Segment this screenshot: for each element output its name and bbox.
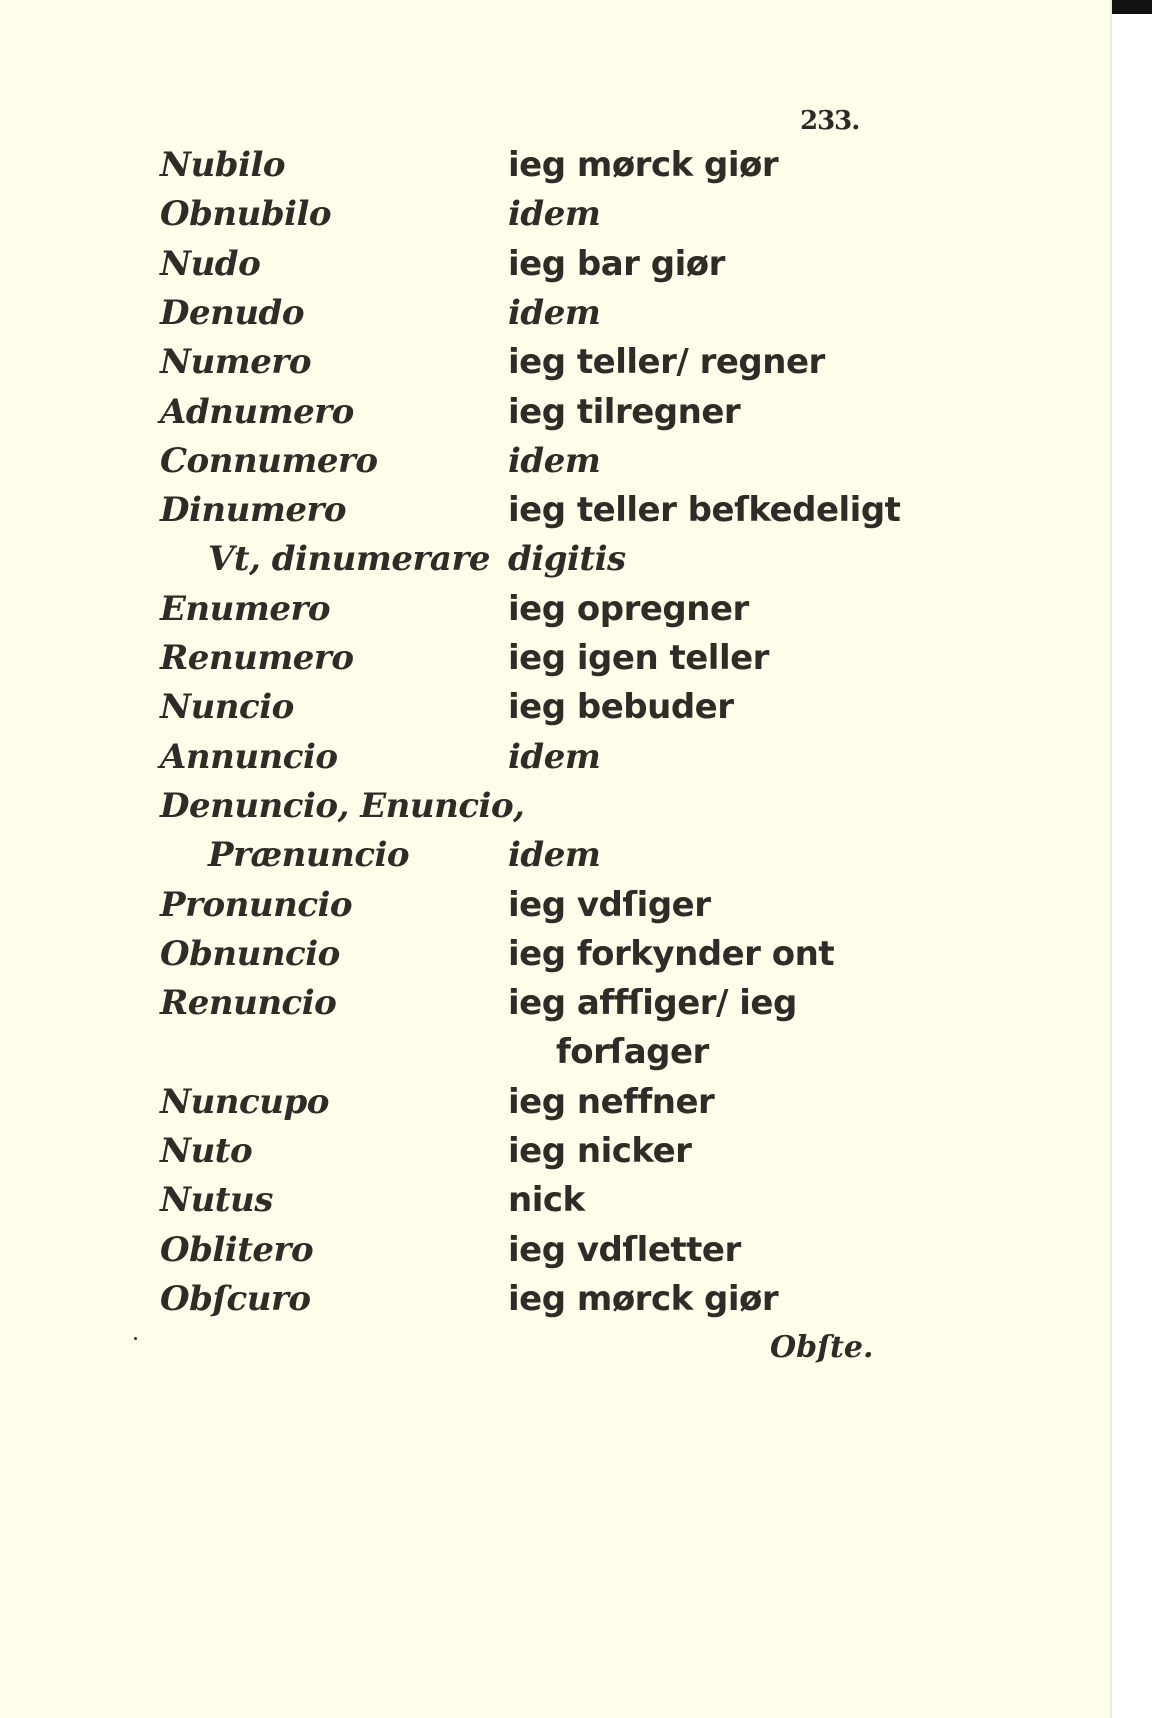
scan-margin <box>1112 0 1152 1718</box>
danish-gloss: ieg igen teller <box>508 638 769 678</box>
latin-headword: Renuncio <box>160 983 337 1024</box>
entry-row <box>0 487 1112 536</box>
danish-gloss: ieg opregner <box>508 588 749 629</box>
latin-headword: Adnumero <box>160 391 354 432</box>
danish-gloss: ieg forkynder ont <box>508 933 835 974</box>
danish-gloss: ieg bar giør <box>508 243 725 284</box>
entry-row <box>0 980 1112 1029</box>
danish-gloss: ieg neffner <box>508 1081 715 1122</box>
catchword: Obſte. <box>770 1330 874 1365</box>
danish-gloss: ieg teller/ regner <box>508 342 825 383</box>
latin-headword: Connumero <box>160 440 378 481</box>
latin-headword: Prænuncio <box>208 835 410 876</box>
entry-row <box>0 1227 1112 1276</box>
entry-row <box>0 586 1112 635</box>
entry-row <box>0 290 1112 339</box>
latin-headword: Nubilo <box>160 145 286 185</box>
latin-headword: Oblitero <box>160 1229 314 1270</box>
entry-row <box>0 882 1112 931</box>
danish-gloss: ieg affſiger/ ieg <box>508 983 797 1024</box>
entry-row <box>0 1079 1112 1128</box>
latin-headword: Annuncio <box>160 736 338 777</box>
danish-gloss: ieg nicker <box>508 1131 692 1171</box>
entry-row <box>0 931 1112 980</box>
entry-row <box>0 536 1112 585</box>
entry-row <box>0 142 1112 191</box>
page-number: 233. <box>800 106 860 136</box>
latin-headword: Nuncio <box>160 687 294 728</box>
entry-row <box>0 832 1112 881</box>
danish-gloss: forſager <box>556 1032 709 1073</box>
danish-gloss: ieg tilregner <box>508 391 741 432</box>
entry-row <box>0 783 1112 832</box>
entry-row <box>0 438 1112 487</box>
latin-headword: Nuncupo <box>160 1081 329 1122</box>
entry-row <box>0 734 1112 783</box>
entry-row <box>0 635 1112 684</box>
danish-gloss: idem <box>508 194 601 235</box>
entry-row <box>0 1029 1112 1078</box>
latin-headword: Nuto <box>160 1131 253 1171</box>
latin-headword: Enumero <box>160 588 331 629</box>
danish-gloss: idem <box>508 440 601 481</box>
latin-headword: Pronuncio <box>160 884 353 925</box>
entry-row <box>0 389 1112 438</box>
ink-speck <box>134 1337 137 1340</box>
entry-row <box>0 241 1112 290</box>
entry-row <box>0 1177 1112 1226</box>
danish-gloss: idem <box>508 292 601 333</box>
latin-headword: Nudo <box>160 243 261 284</box>
latin-headword: Denuncio, Enuncio, <box>160 785 525 826</box>
entry-row <box>0 191 1112 240</box>
danish-gloss: ieg teller beſkedeligt <box>508 490 901 531</box>
latin-headword: Obſcuro <box>160 1278 311 1319</box>
latin-headword: Renumero <box>160 638 354 678</box>
latin-headword: Numero <box>160 342 311 383</box>
danish-gloss: ieg bebuder <box>508 687 734 728</box>
latin-headword: Vt, dinumerare <box>208 539 490 580</box>
danish-gloss: ieg mørck giør <box>508 145 779 185</box>
entry-row <box>0 339 1112 388</box>
danish-gloss: nick <box>508 1180 585 1221</box>
latin-headword: Denudo <box>160 292 305 333</box>
entry-row <box>0 684 1112 733</box>
danish-gloss: idem <box>508 835 601 876</box>
danish-gloss: digitis <box>508 539 626 580</box>
latin-headword: Obnuncio <box>160 933 340 974</box>
entry-row <box>0 1276 1112 1325</box>
danish-gloss: ieg mørck giør <box>508 1278 779 1319</box>
latin-headword: Obnubilo <box>160 194 332 235</box>
danish-gloss: ieg vdſiger <box>508 884 711 925</box>
danish-gloss: ieg vdſletter <box>508 1229 741 1270</box>
latin-headword: Nutus <box>160 1180 273 1221</box>
scan-edge-mark <box>1112 0 1152 14</box>
danish-gloss: idem <box>508 736 601 777</box>
entry-row <box>0 1128 1112 1177</box>
latin-headword: Dinumero <box>160 490 347 531</box>
